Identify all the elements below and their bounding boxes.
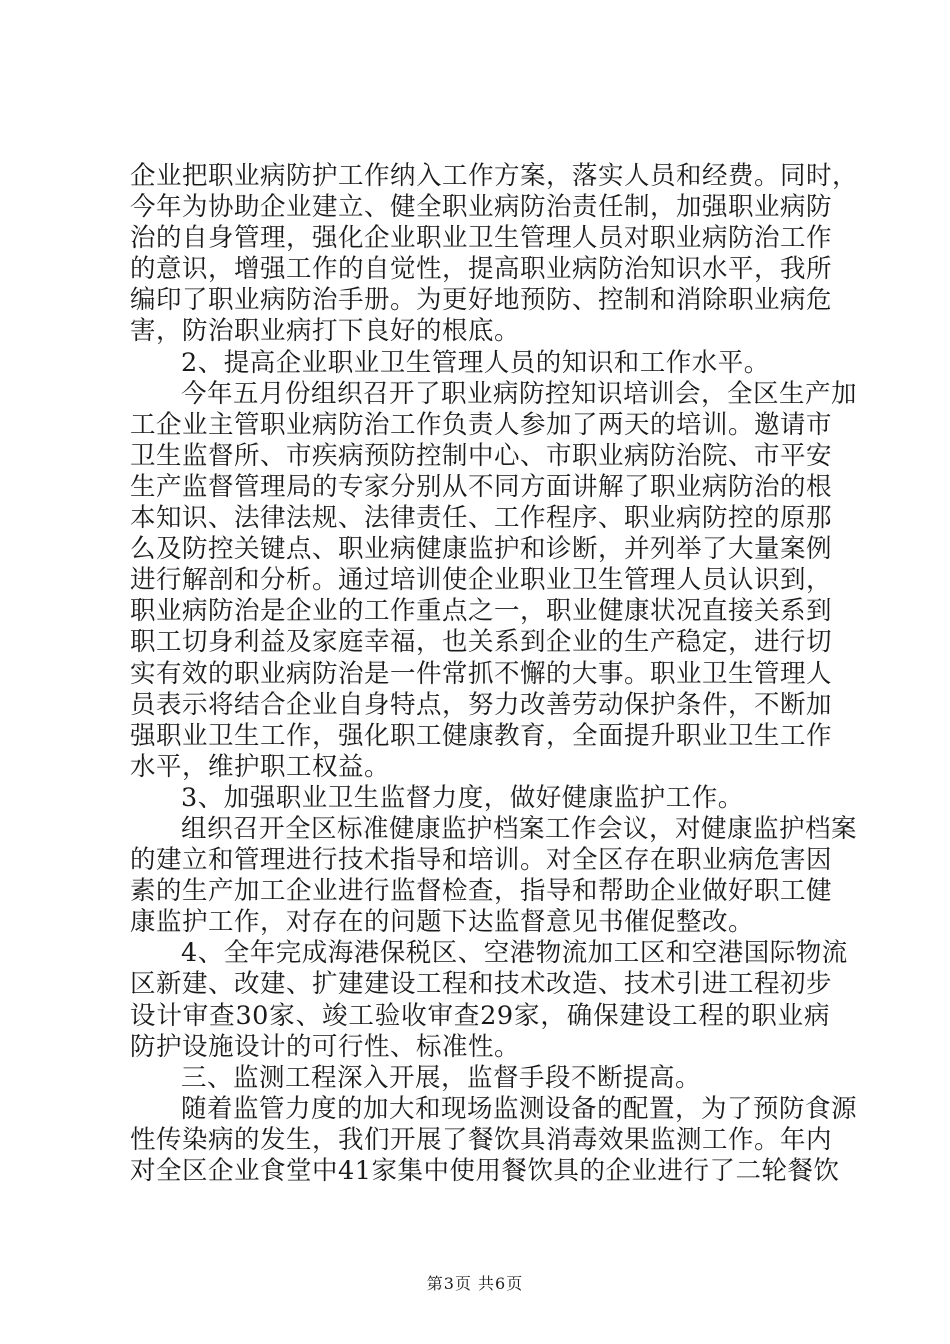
text-line: 治的自身管理，强化企业职业卫生管理人员对职业病防治工作: [130, 223, 833, 254]
text-line: 性传染病的发生，我们开展了餐饮具消毒效果监测工作。年内: [130, 1124, 833, 1155]
text-line: 康监护工作，对存在的问题下达监督意见书催促整改。: [130, 907, 755, 938]
paragraph-first-line: 随着监管力度的加大和现场监测设备的配置，为了预防食源: [181, 1093, 858, 1124]
text-line: 生产监督管理局的专家分别从不同方面讲解了职业病防治的根: [130, 471, 833, 502]
text-line: 进行解剖和分析。通过培训使企业职业卫生管理人员认识到，: [130, 565, 833, 596]
text-line: 编印了职业病防治手册。为更好地预防、控制和消除职业病危: [130, 285, 833, 316]
page-number-footer: 第3页 共6页: [426, 1274, 524, 1293]
section-heading: 2、提高企业职业卫生管理人员的知识和工作水平。: [181, 347, 770, 378]
text-line: 对全区企业食堂中41家集中使用餐饮具的企业进行了二轮餐饮: [130, 1156, 840, 1186]
text-line: 设计审查30家、竣工验收审查29家，确保建设工程的职业病: [130, 1000, 830, 1031]
text-line: 强职业卫生工作，强化职工健康教育，全面提升职业卫生工作: [130, 720, 833, 751]
text-line: 企业把职业病防护工作纳入工作方案，落实人员和经费。同时，: [130, 161, 859, 191]
text-line: 实有效的职业病防治是一件常抓不懈的大事。职业卫生管理人: [130, 658, 833, 689]
text-line: 的意识，增强工作的自觉性，提高职业病防治知识水平，我所: [130, 254, 833, 285]
paragraph-first-line: 组织召开全区标准健康监护档案工作会议，对健康监护档案: [181, 813, 858, 844]
paragraph-first-line: 4、全年完成海港保税区、空港物流加工区和空港国际物流: [181, 938, 848, 969]
text-line: 卫生监督所、市疾病预防控制中心、市职业病防治院、市平安: [130, 440, 833, 471]
text-line: 区新建、改建、扩建建设工程和技术改造、技术引进工程初步: [130, 969, 833, 1000]
section-heading: 三、监测工程深入开展，监督手段不断提高。: [181, 1062, 702, 1093]
text-line: 的建立和管理进行技术指导和培训。对全区存在职业病危害因: [130, 845, 833, 876]
text-line: 么及防控关键点、职业病健康监护和诊断，并列举了大量案例: [130, 534, 833, 565]
text-line: 职业病防治是企业的工作重点之一，职业健康状况直接关系到: [130, 596, 833, 627]
section-heading: 3、加强职业卫生监督力度，做好健康监护工作。: [181, 782, 744, 813]
text-line: 员表示将结合企业自身特点，努力改善劳动保护条件，不断加: [130, 689, 833, 720]
text-line: 水平，维护职工权益。: [130, 751, 391, 782]
text-line: 今年为协助企业建立、健全职业病防治责任制，加强职业病防: [130, 192, 833, 223]
text-line: 害，防治职业病打下良好的根底。: [130, 316, 521, 347]
text-line: 本知识、法律法规、法律责任、工作程序、职业病防控的原那: [130, 503, 833, 534]
text-line: 职工切身利益及家庭幸福，也关系到企业的生产稳定，进行切: [130, 627, 833, 658]
paragraph-first-line: 今年五月份组织召开了职业病防控知识培训会，全区生产加: [181, 378, 858, 409]
text-line: 防护设施设计的可行性、标准性。: [130, 1031, 521, 1062]
document-body: [130, 161, 859, 1187]
text-line: 素的生产加工企业进行监督检查，指导和帮助企业做好职工健: [130, 876, 833, 907]
text-line: 工企业主管职业病防治工作负责人参加了两天的培训。邀请市: [130, 409, 833, 440]
